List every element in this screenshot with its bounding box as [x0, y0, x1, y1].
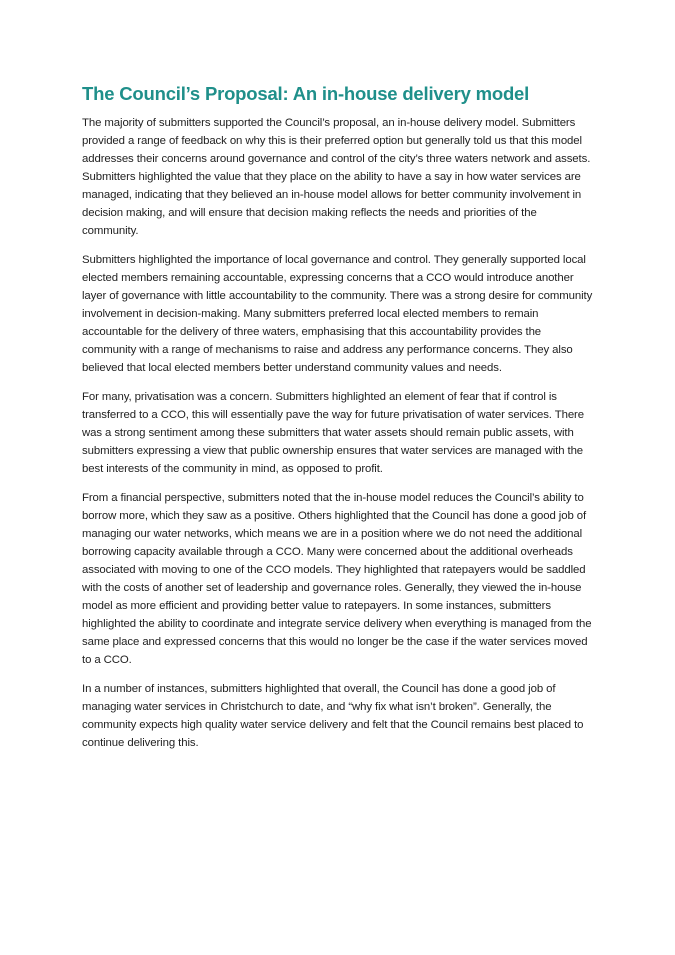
document-body [82, 82, 596, 763]
paragraph-3: For many, privatisation was a concern. Submitters highlighted an element of fear that if control is transferred to a CCO, this will essentially pave the way for future privatisation of water services. There was a strong sentiment among these submitters that water assets should remain public assets, with submitters expressing a view that public ownership ensures that water services are managed with the best interests of the community in mind, as opposed to profit. [82, 391, 584, 475]
paragraph-5: In a number of instances, submitters highlighted that overall, the Council has done a good job of managing water services in Christchurch to date, and “why fix what isn’t broken”. Generally, the community expects high quality water service delivery and felt that the Council remains best placed to continue delivering this. [82, 683, 584, 749]
paragraph-1: The majority of submitters supported the Council’s proposal, an in-house delivery model. Submitters provided a range of feedback on why this is their preferred option but generally told us that this model addresses their concerns around governance and control of the city’s three waters network and assets. Submitters highlighted the value that they place on the ability to have a say in how water services are managed, indicating that they believed an in-house model allows for better community involvement in decision making, and will ensure that decision making reflects the needs and priorities of the community. [82, 117, 591, 237]
paragraph-2: Submitters highlighted the importance of local governance and control. They generally supported local elected members remaining accountable, expressing concerns that a CCO would introduce another layer of governance with little accountability to the community. There was a strong desire for community involvement in decision-making. Many submitters preferred local elected members to remain accountable for the delivery of three waters, emphasising that this accountability provides the community with a range of mechanisms to raise and address any performance concerns. They also believed that local elected members better understand community values and needs. [82, 254, 593, 374]
paragraph-4: From a financial perspective, submitters noted that the in-house model reduces the Council’s ability to borrow more, which they saw as a positive. Others highlighted that the Council has done a good job of managing our water networks, which means we are in a position where we do not need the additional borrowing capacity available through a CCO. Many were concerned about the additional overheads associated with moving to one of the CCO models. They highlighted that ratepayers would be saddled with the costs of another set of leadership and governance roles. Generally, they viewed the in-house model as more efficient and providing better value to ratepayers. In some instances, submitters highlighted the ability to coordinate and integrate service delivery when everything is managed from the same place and expressed concerns that this would no longer be the case if the water services moved to a CCO. [82, 492, 592, 666]
section-heading: The Council’s Proposal: An in-house delivery model [82, 83, 530, 104]
